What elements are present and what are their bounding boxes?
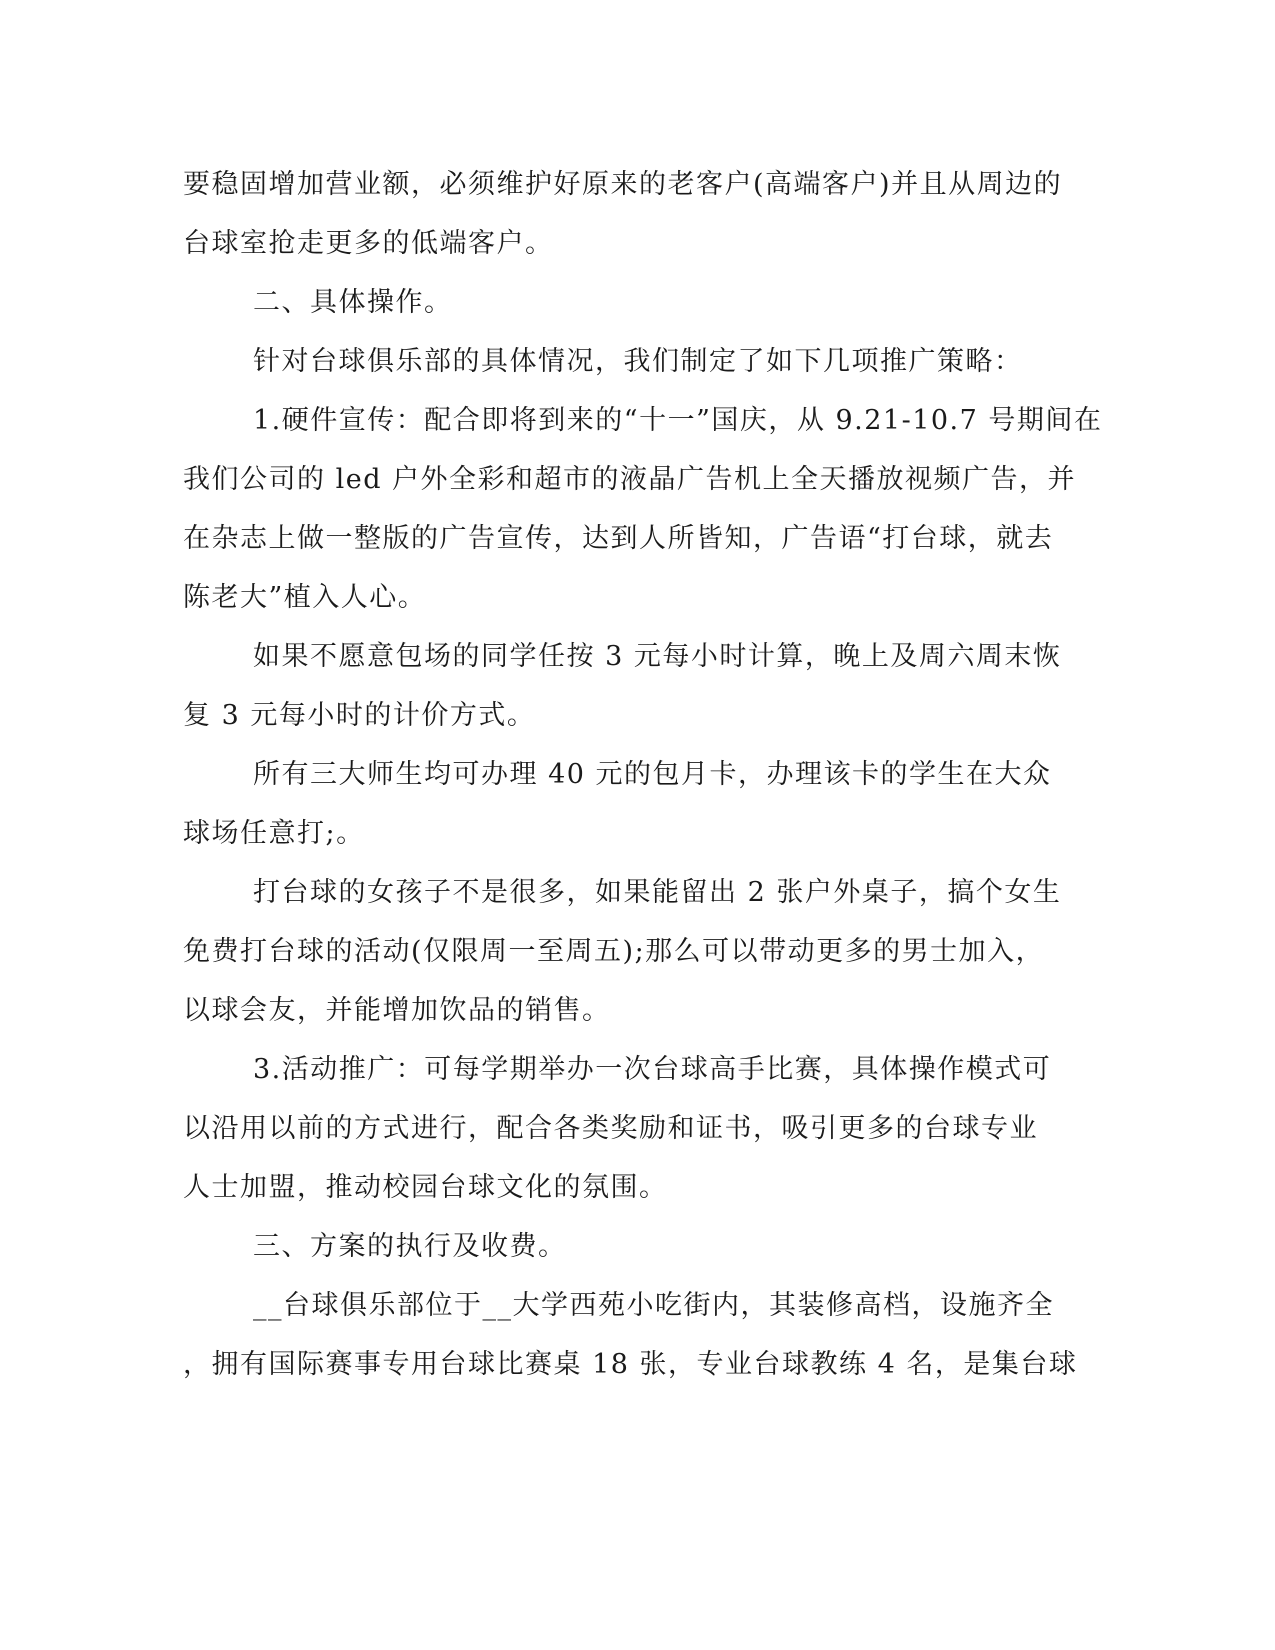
text-line: 所有三大师生均可办理 40 元的包月卡，办理该卡的学生在大众	[253, 759, 1052, 790]
section-heading: 二、具体操作。	[253, 287, 453, 318]
document-body	[183, 155, 1103, 1394]
text-line: 在杂志上做一整版的广告宣传，达到人所皆知，广告语“打台球，就去	[183, 523, 1054, 554]
text-line: 3.活动推广：可每学期举办一次台球高手比赛，具体操作模式可	[253, 1054, 1052, 1085]
text-line: ，拥有国际赛事专用台球比赛桌 18 张，专业台球教练 4 名，是集台球	[183, 1349, 1078, 1380]
text-line: 台球室抢走更多的低端客户。	[183, 228, 554, 259]
text-line: 以球会友，并能增加饮品的销售。	[183, 995, 611, 1026]
text-line: 人士加盟，推动校园台球文化的氛围。	[183, 1172, 668, 1203]
text-line: 复 3 元每小时的计价方式。	[183, 700, 536, 731]
text-line: 我们公司的 led 户外全彩和超市的液晶广告机上全天播放视频广告，并	[183, 464, 1077, 495]
text-line: 以沿用以前的方式进行，配合各类奖励和证书，吸引更多的台球专业	[183, 1113, 1038, 1144]
text-line: 1.硬件宣传：配合即将到来的“十一”国庆，从 9.21-10.7 号期间在	[253, 405, 1103, 436]
text-line: 针对台球俱乐部的具体情况，我们制定了如下几项推广策略：	[253, 346, 1023, 377]
text-line: __台球俱乐部位于__大学西苑小吃街内，其装修高档，设施齐全	[253, 1290, 1054, 1321]
text-line: 要稳固增加营业额，必须维护好原来的老客户(高端客户)并且从周边的	[183, 169, 1063, 200]
text-line: 如果不愿意包场的同学任按 3 元每小时计算，晚上及周六周末恢	[253, 641, 1062, 672]
section-heading: 三、方案的执行及收费。	[253, 1231, 567, 1262]
text-line: 免费打台球的活动(仅限周一至周五);那么可以带动更多的男士加入，	[183, 936, 1045, 967]
text-line: 陈老大”植入人心。	[183, 582, 427, 613]
text-line: 球场任意打;。	[183, 818, 365, 849]
text-line: 打台球的女孩子不是很多，如果能留出 2 张户外桌子，搞个女生	[253, 877, 1062, 908]
